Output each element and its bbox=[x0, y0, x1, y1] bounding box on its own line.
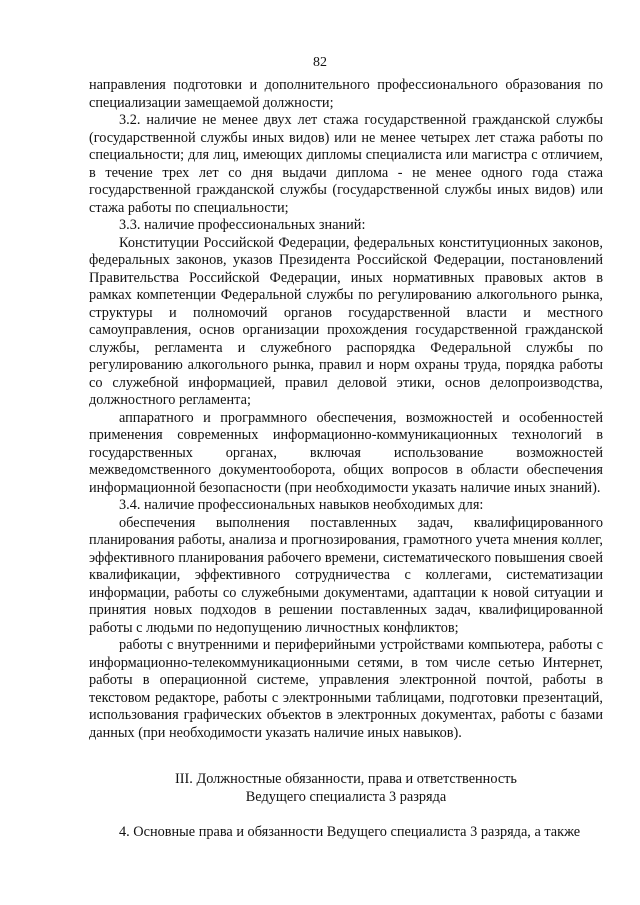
section-heading bbox=[89, 770, 603, 806]
section-heading-line1: III. Должностные обязанности, права и ответственность bbox=[175, 771, 517, 787]
paragraph-knowledge-law: Конституции Российской Федерации, федеральных конституционных законов, федеральных законов, указов Президента Российской Федерации, постановлений Правительства Российской Федерации, иных нормативных правовых актов в рамках компетенции Федеральной службы по регулированию алкогольного рынка, структуры и полномочий органов государственной власти и местного самоуправления, основ организации прохождения государственной гражданской службы, регламента и служебного распорядка Федеральной службы по регулированию алкогольного рынка, правил и норм охраны труда, порядка работы со служебной информацией, правил деловой этики, основ делопроизводства, должностного регламента; bbox=[89, 234, 603, 408]
paragraph-3-4: 3.4. наличие профессиональных навыков необходимых для: bbox=[119, 497, 484, 513]
paragraph-3-2: 3.2. наличие не менее двух лет стажа государственной гражданской службы (государственной службы иных видов) или не менее четырех лет стажа работы по специальности; для лиц, имеющих дипломы специалиста или магистра с отличием, в течение трех лет со дня выдачи диплома - не менее одного года стажа государственной гражданской службы (государственной службы иных видов) или стажа работы по специальности; bbox=[89, 112, 603, 216]
paragraph-skills-computer: работы с внутренними и периферийными устройствами компьютера, работы с информационно-телекоммуникационными сетями, в том числе сетью Интернет, работы в операционной системе, управления электронной почтой, работы в текстовом редакторе, работы с электронными таблицами, подготовки презентаций, использования графических объектов в электронных документах, работы с базами данных (при необходимости указать наличие иных навыков). bbox=[89, 637, 603, 741]
paragraph-4: 4. Основные права и обязанности Ведущего специалиста 3 разряда, а также bbox=[119, 824, 581, 840]
document-body bbox=[89, 77, 603, 842]
paragraph-3-3: 3.3. наличие профессиональных знаний: bbox=[119, 217, 366, 233]
paragraph-skills-work: обеспечения выполнения поставленных задач, квалифицированного планирования работы, анализа и прогнозирования, грамотного учета мнения коллег, эффективного планирования рабочего времени, систематического повышения своей квалификации, эффективного сотрудничества с коллегами, систематизации информации, работы со служебными документами, адаптации к новой ситуации и принятия новых подходов в решении поставленных задач, квалифицированной работы с людьми по недопущению личностных конфликтов; bbox=[89, 514, 603, 636]
paragraph-continuation: направления подготовки и дополнительного профессионального образования по специализации замещаемой должности; bbox=[89, 77, 603, 111]
paragraph-knowledge-it: аппаратного и программного обеспечения, возможностей и особенностей применения современных информационно-коммуникационных технологий в государственных органах, включая использование возможностей межведомственного документооборота, общих вопросов в области обеспечения информационной безопасности (при необходимости указать наличие иных знаний). bbox=[89, 409, 603, 496]
page-number: 82 bbox=[313, 55, 327, 70]
section-heading-line2: Ведущего специалиста 3 разряда bbox=[245, 789, 447, 805]
